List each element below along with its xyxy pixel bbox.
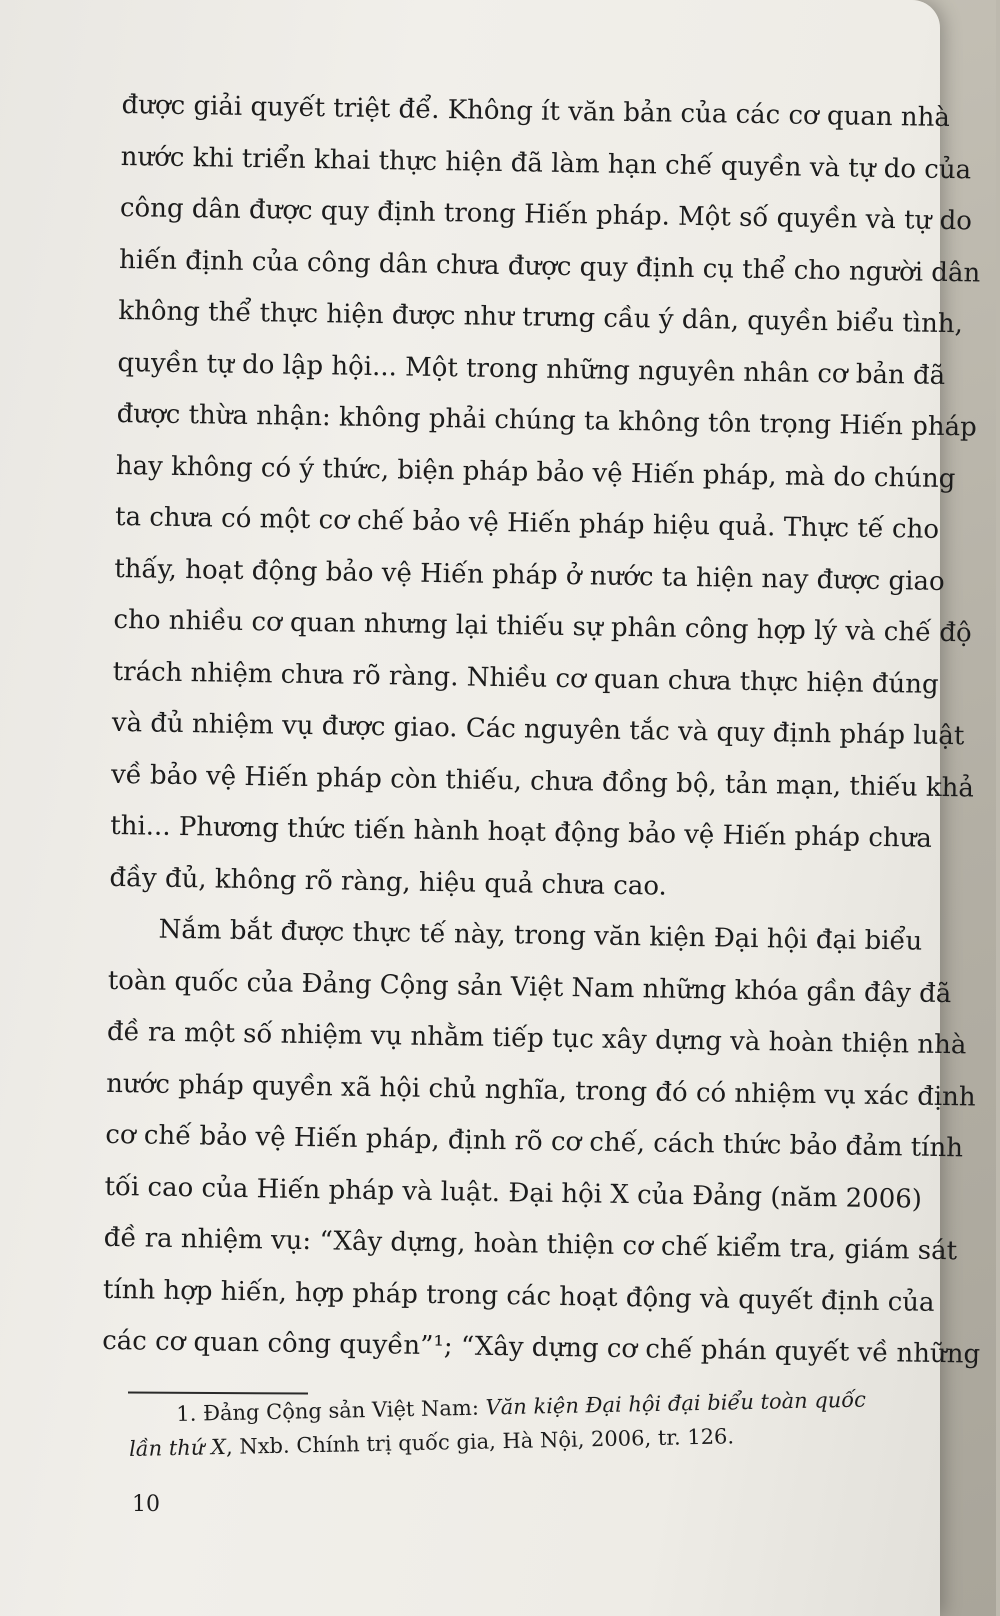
footnote-title-cont: lần thứ X [128, 1434, 227, 1461]
footnote-publisher: , Nxb. Chính trị quốc gia, Hà Nội, 2006, tr. 126. [225, 1424, 735, 1459]
text-line: ta chưa có một cơ chế bảo vệ Hiến pháp hiệu quả. Thực tế cho [114, 501, 940, 545]
text-line: các cơ quan công quyền”¹; “Xây dựng cơ chế phán quyết về những [101, 1325, 981, 1370]
text-line: nước pháp quyền xã hội chủ nghĩa, trong đó có nhiệm vụ xác định [106, 1068, 976, 1113]
text-line: hiến định của công dân chưa được quy định cụ thể cho người dân [118, 244, 981, 289]
footnote [128, 1382, 874, 1466]
body-text [101, 80, 981, 1379]
footnote-title: Văn kiện Đại hội đại biểu toàn quốc [485, 1387, 867, 1420]
text-line: thi... Phương thức tiến hành hoạt động bảo vệ Hiến pháp chưa [110, 810, 933, 854]
text-line: công dân được quy định trong Hiến pháp. Một số quyền và tự do [119, 192, 973, 237]
text-line: được thừa nhận: không phải chúng ta không tôn trọng Hiến pháp [116, 398, 978, 443]
text-line: được giải quyết triệt để. Không ít văn bản của các cơ quan nhà [121, 89, 951, 134]
footnote-source: 1. Đảng Cộng sản Việt Nam: [176, 1395, 486, 1426]
text-line: không thể thực hiện được như trưng cầu ý dân, quyền biểu tình, [118, 295, 964, 340]
text-line: hay không có ý thức, biện pháp bảo vệ Hiến pháp, mà do chúng [115, 450, 956, 494]
text-line: tối cao của Hiến pháp và luật. Đại hội X của Đảng (năm 2006) [104, 1171, 923, 1215]
text-line: quyền tự do lập hội... Một trong những nguyên nhân cơ bản đã [117, 347, 946, 391]
text-line: tính hợp hiến, hợp pháp trong các hoạt động và quyết định của [102, 1274, 935, 1318]
text-line: nước khi triển khai thực hiện đã làm hạn chế quyền và tự do của [120, 141, 972, 185]
text-line: cơ chế bảo vệ Hiến pháp, định rõ cơ chế, cách thức bảo đảm tính [105, 1119, 964, 1164]
text-line: và đủ nhiệm vụ được giao. Các nguyên tắc và quy định pháp luật [111, 707, 965, 752]
text-line: thấy, hoạt động bảo vệ Hiến pháp ở nước ta hiện nay được giao [114, 553, 945, 597]
text-line: trách nhiệm chưa rõ ràng. Nhiều cơ quan chưa thực hiện đúng [112, 656, 939, 700]
page-number: 10 [132, 1492, 160, 1517]
text-line: đề ra một số nhiệm vụ nhằm tiếp tục xây dựng và hoàn thiện nhà [106, 1016, 967, 1061]
text-line: Nắm bắt được thực tế này, trong văn kiện Đại hội đại biểu [158, 914, 923, 957]
text-line: cho nhiều cơ quan nhưng lại thiếu sự phân công hợp lý và chế độ [113, 604, 972, 649]
text-line: đầy đủ, không rõ ràng, hiệu quả chưa cao. [109, 862, 668, 902]
text-line: về bảo vệ Hiến pháp còn thiếu, chưa đồng bộ, tản mạn, thiếu khả [110, 759, 975, 803]
text-line: toàn quốc của Đảng Cộng sản Việt Nam những khóa gần đây đã [107, 965, 952, 1009]
text-line: đề ra nhiệm vụ: “Xây dựng, hoàn thiện cơ chế kiểm tra, giám sát [103, 1222, 958, 1267]
